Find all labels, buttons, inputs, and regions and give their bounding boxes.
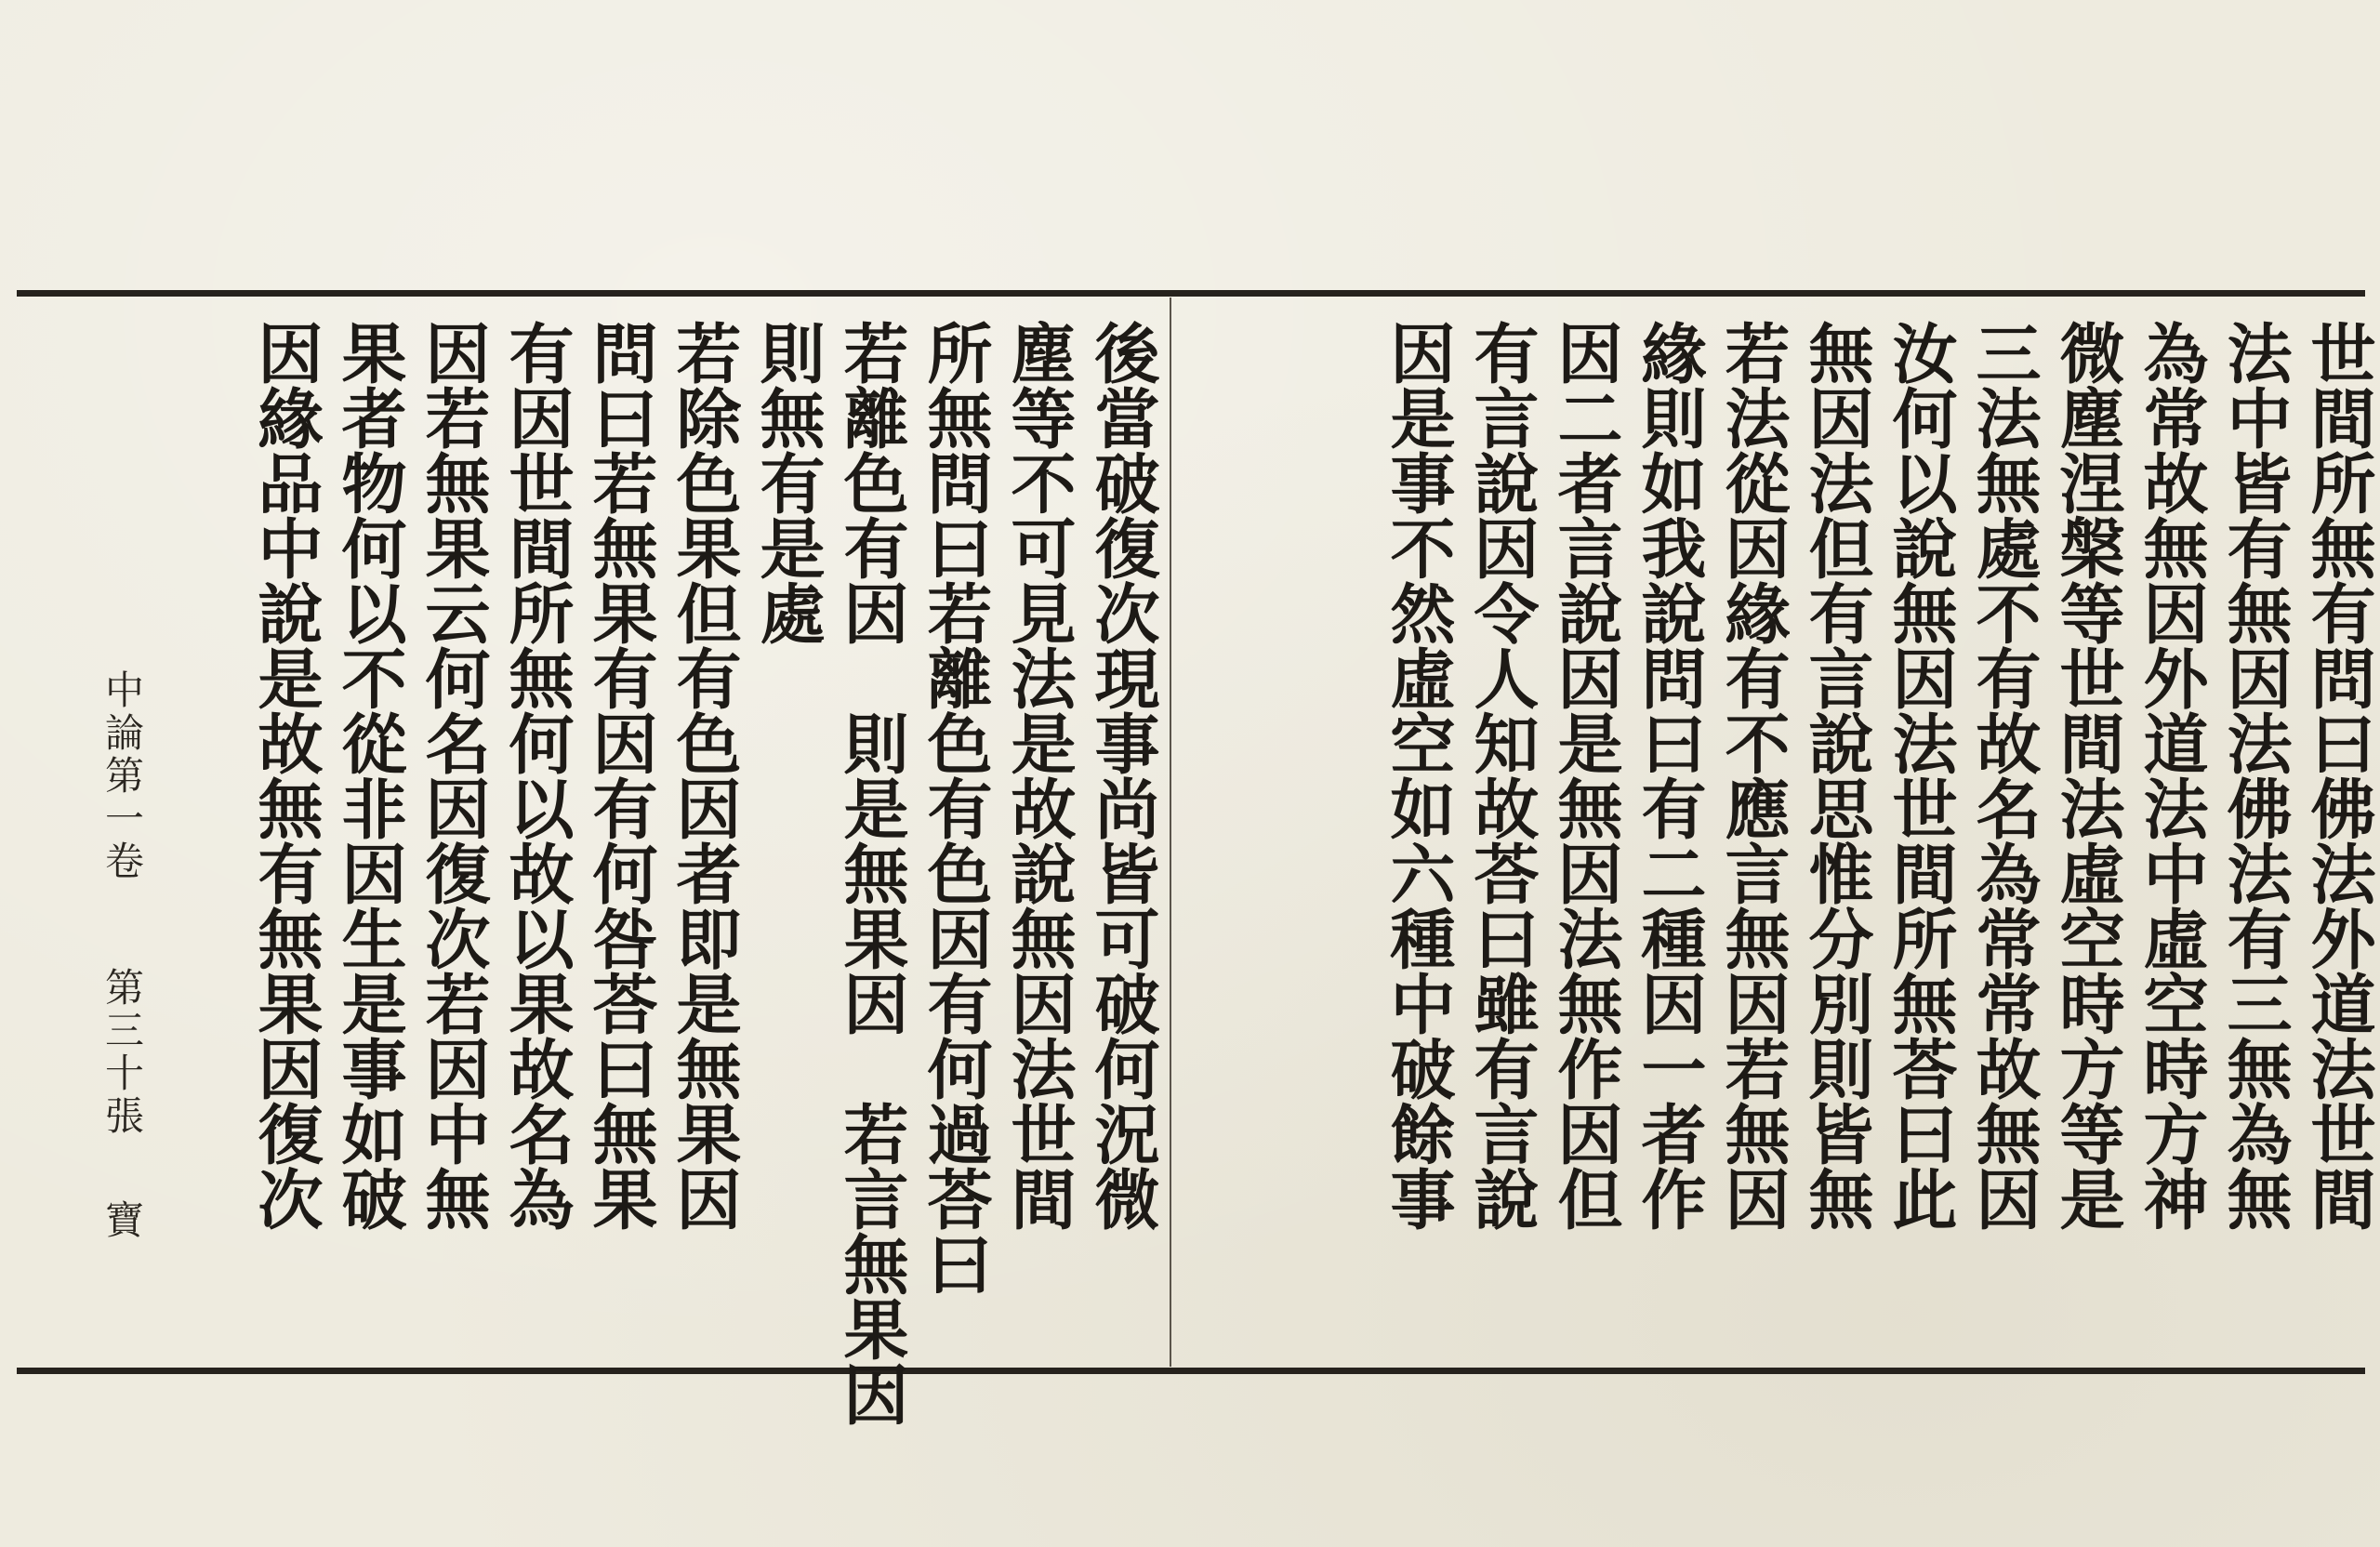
text-column-11: 有言說因令人知故荅曰雖有言說 (1463, 320, 1540, 1231)
text-column-17: 則無有是處 (749, 320, 826, 645)
text-column-18: 若除色果但有色因者即是無果因 (666, 320, 743, 1231)
margin-mark: 寶 (99, 1199, 145, 1242)
center-fold-line (1170, 298, 1171, 1367)
text-column-22: 果者物何以不從非因生是事如破 (331, 320, 408, 1231)
margin-title: 中論第一卷 (99, 669, 145, 883)
margin-page-number: 第三十張 (99, 967, 145, 1138)
text-column-15: 所無問曰若離色有色因有何過荅曰 (917, 320, 994, 1296)
text-column-20: 有因世間所無何以故以果故名為 (498, 320, 575, 1231)
text-column-9: 緣則如我說問曰有二種因一者作 (1631, 320, 1708, 1231)
text-column-12: 因是事不然虛空如六種中破餘事 (1380, 320, 1457, 1231)
text-column-16: 若離色有因 則是無果因 若言無果因 (833, 320, 910, 1426)
text-column-7: 無因法但有言說思惟分別則皆無 (1798, 320, 1875, 1231)
text-column-6: 汝何以說無因法世間所無荅曰此 (1882, 320, 1959, 1231)
text-column-5: 三法無處不有故名為常常故無因 (1965, 320, 2043, 1231)
text-column-3: 為常故無因外道法中虛空時方神 (2133, 320, 2210, 1231)
text-column-10: 因二者言說因是無因法無作因但 (1547, 320, 1624, 1231)
text-column-19: 問曰若無果有因有何咎荅曰無果 (582, 320, 659, 1231)
text-column-21: 因若無果云何名因復次若因中無 (415, 320, 492, 1231)
text-column-13: 後當破復次現事尚皆可破何況微 (1084, 320, 1161, 1231)
text-column-4: 微塵涅槃等世間法虛空時方等是 (2049, 320, 2126, 1231)
text-column-23: 因緣品中說是故無有無果因復次 (247, 320, 324, 1231)
text-column-14: 塵等不可見法是故說無因法世間 (1000, 320, 1078, 1231)
text-column-1: 世間所無有問曰佛法外道法世間 (2300, 320, 2377, 1231)
text-column-8: 若法從因緣有不應言無因若無因 (1714, 320, 1792, 1231)
text-column-2: 法中皆有無因法佛法有三無為無 (2216, 320, 2294, 1231)
